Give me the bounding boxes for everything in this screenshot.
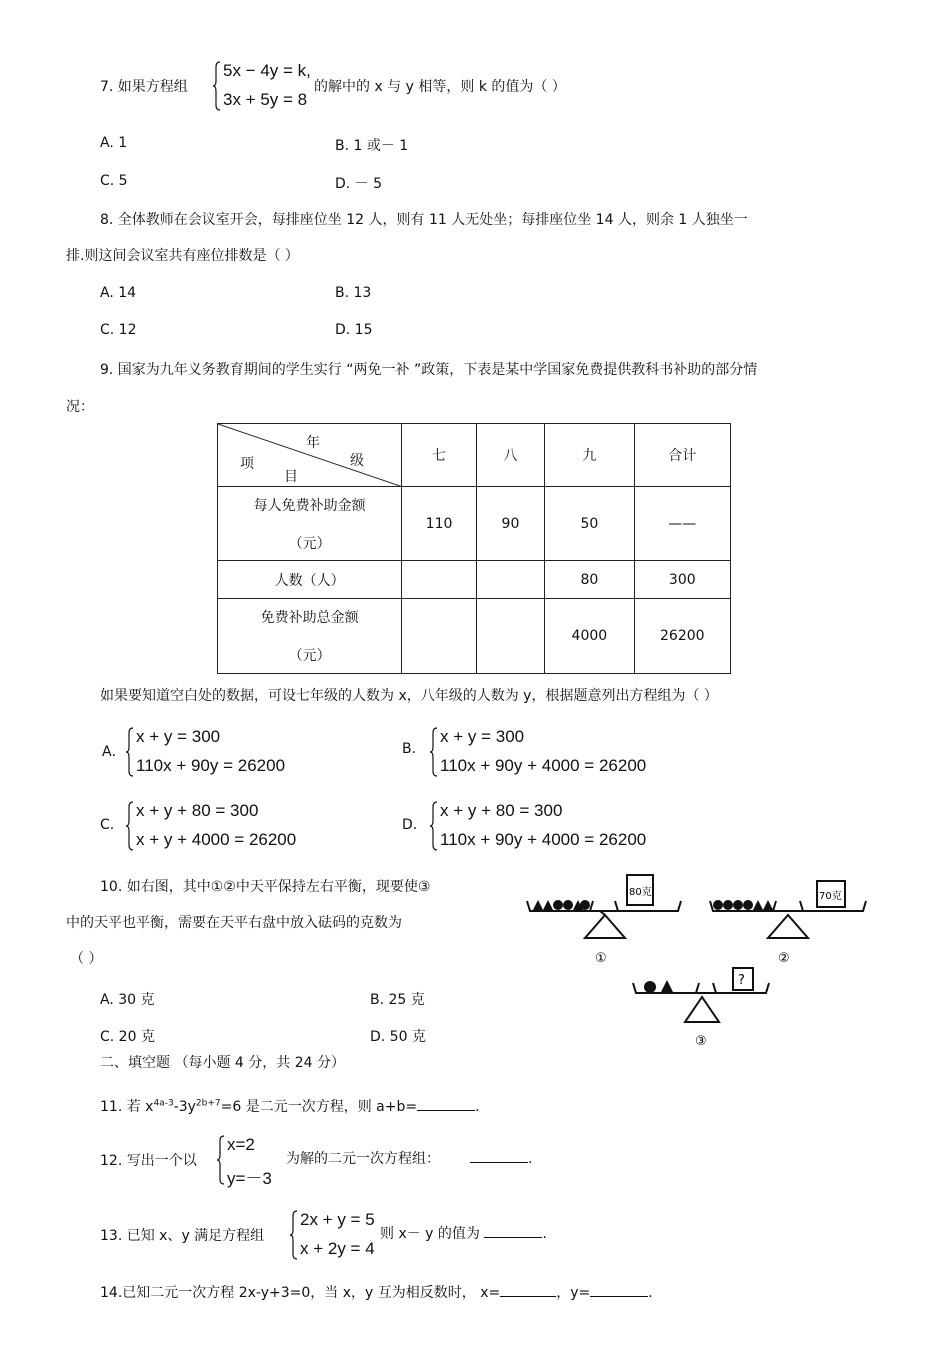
q9-choice-d-eq1: x + y + 80 = 300 [440, 801, 563, 820]
corner-right: 级 [350, 453, 364, 469]
table-cell [476, 599, 544, 674]
corner-left: 项 [240, 456, 254, 472]
q10-option-d: D. 50 克 [370, 1029, 426, 1045]
balance-label-3: ③ [695, 1034, 707, 1049]
balance-scale-2 [710, 881, 866, 966]
brace-icon [126, 801, 134, 851]
table-cell: 80 [545, 561, 634, 599]
corner-top: 年 [306, 435, 320, 451]
q9-choice-b-label: B. [402, 741, 417, 757]
q13-answer-blank[interactable] [484, 1225, 542, 1238]
table-cell: 300 [634, 561, 730, 599]
table-corner-cell [218, 424, 402, 487]
ball-weight-icon [733, 900, 743, 910]
q7-suffix: 的解中的 x 与 y 相等，则 k 的值为（ ） [314, 79, 566, 95]
balance-figure [515, 865, 875, 1050]
balance-label-2: ② [778, 951, 790, 966]
q10-option-b: B. 25 克 [370, 992, 425, 1008]
q9-choice-a-eq2: 110x + 90y = 26200 [136, 756, 286, 775]
table-cell [402, 599, 476, 674]
brace-icon [213, 61, 221, 111]
table-row [218, 561, 731, 599]
q13-end: . [542, 1226, 547, 1242]
ball-weight-icon [743, 900, 753, 910]
q11-suffix: =6 是二元一次方程，则 a+b= [220, 1099, 418, 1115]
q9-stem: 如果要知道空白处的数据，可设七年级的人数为 x，八年级的人数为 y，根据题意列出方程组为（ ） [100, 688, 718, 704]
q12-answer-blank[interactable] [470, 1150, 528, 1163]
brace-icon [430, 801, 438, 851]
header-total: 合计 [634, 424, 730, 487]
subsidy-table [217, 423, 731, 674]
row-label-line2: （元） [288, 648, 331, 664]
table-cell [402, 561, 476, 599]
q13-eq1: 2x + y = 5 [300, 1210, 375, 1229]
q11-prefix: 11. 若 x [100, 1099, 154, 1115]
q14-answer-y-blank[interactable] [590, 1284, 648, 1297]
row-label-line2: （元） [288, 535, 331, 552]
q9-choice-b-eq2: 110x + 90y + 4000 = 26200 [440, 756, 647, 775]
q8-line1: 8. 全体教师在会议室开会，每排座位坐 12 人，则有 11 人无处坐；每排座位坐 14 人，则余 1 人独坐一 [100, 212, 748, 228]
q7-prefix: 7. 如果方程组 [100, 79, 188, 95]
q13-suffix: 则 x－ y 的值为 [380, 1226, 480, 1242]
q7-eq1: 5x − 4y = k, [223, 61, 311, 80]
q14-text: 14.已知二元一次方程 2x-y+3=0，当 x，y 互为相反数时， x= [100, 1285, 501, 1301]
weight-label-3: ? [738, 973, 745, 988]
ball-weight-icon [580, 900, 590, 910]
table-cell: 50 [545, 487, 634, 561]
q9-choice-b-eq1: x + y = 300 [440, 727, 525, 746]
table-cell [476, 561, 544, 599]
row-label [218, 487, 402, 561]
ball-weight-icon [563, 900, 573, 910]
q8-option-d: D. 15 [335, 322, 373, 338]
ball-weight-icon [713, 900, 723, 910]
row-label-line1: 免费补助总金额 [260, 610, 359, 626]
q8-option-a: A. 14 [100, 285, 137, 301]
q11-answer-blank[interactable] [417, 1098, 475, 1111]
ball-weight-icon [553, 900, 563, 910]
weight-label-1: 80克 [629, 887, 652, 898]
q12-blank-wrap [470, 1150, 532, 1167]
q10-line1: 10. 如右图，其中①②中天平保持左右平衡，现要使③ [100, 879, 431, 895]
corner-bottom: 目 [284, 469, 298, 485]
q14-answer-x-blank[interactable] [500, 1284, 556, 1297]
q7-option-d: D. － 5 [335, 176, 383, 192]
q8-option-c: C. 12 [100, 322, 137, 338]
table-header-row [218, 424, 731, 487]
q11-end: . [475, 1099, 480, 1115]
ball-weight-icon [723, 900, 733, 910]
q9-choice-c-label: C. [100, 817, 115, 833]
table-cell: 4000 [545, 599, 634, 674]
q9-choice-d-eq2: 110x + 90y + 4000 = 26200 [440, 830, 647, 849]
q12-suffix: 为解的二元一次方程组： [286, 1151, 440, 1167]
q9-choice-c-eq1: x + y + 80 = 300 [136, 801, 259, 820]
header-grade8: 八 [476, 424, 544, 487]
brace-icon [430, 727, 438, 777]
q9-choice-a-label: A． [102, 744, 126, 760]
weight-label-2: 70克 [819, 891, 842, 902]
brace-icon [290, 1210, 298, 1260]
balance-scale-1 [527, 875, 681, 966]
q14-mid: ，y= [556, 1285, 591, 1301]
q12-end: . [528, 1151, 533, 1167]
q12-eq2: y=－3 [227, 1169, 272, 1188]
q8-line2: 排.则这间会议室共有座位排数是（ ） [66, 248, 299, 264]
header-grade7: 七 [402, 424, 476, 487]
ball-weight-icon [644, 981, 656, 993]
q13-suffix-wrap [380, 1223, 547, 1243]
balance-label-1: ① [595, 951, 607, 966]
triangle-weight-icon [543, 900, 553, 910]
q9-choice-d-label: D. [402, 817, 418, 833]
q10-line3: （ ） [70, 951, 103, 967]
q7-option-c: C. 5 [100, 173, 128, 189]
q10-option-a: A. 30 克 [100, 992, 155, 1008]
row-label: 人数（人） [218, 561, 402, 599]
section-title: 二、填空题 （每小题 4 分，共 24 分） [100, 1055, 345, 1071]
q13-eq2: x + 2y = 4 [300, 1239, 375, 1258]
table-cell: 26200 [634, 599, 730, 674]
triangle-weight-icon [753, 900, 763, 910]
table-row [218, 599, 731, 674]
header-grade9: 九 [545, 424, 634, 487]
q7-option-b: B. 1 或－ 1 [335, 138, 409, 154]
row-label-line1: 每人免费补助金额 [253, 497, 366, 514]
q11-exp2: 2b+7 [195, 1098, 221, 1109]
q8-option-b: B. 13 [335, 285, 372, 301]
triangle-weight-icon [763, 900, 773, 910]
table-cell: —— [634, 487, 730, 561]
table-cell: 90 [476, 487, 544, 561]
q14-end: . [648, 1285, 653, 1301]
table-cell: 110 [402, 487, 476, 561]
q7-option-a: A. 1 [100, 135, 128, 151]
q13-prefix: 13. 已知 x、y 满足方程组 [100, 1228, 265, 1244]
brace-icon [126, 727, 134, 777]
q11-mid: -3y [173, 1099, 196, 1115]
table-row [218, 487, 731, 561]
q10-line2: 中的天平也平衡，需要在天平右盘中放入砝码的克数为 [66, 915, 402, 931]
q9-choice-a-eq1: x + y = 300 [136, 727, 221, 746]
q12-eq1: x=2 [227, 1135, 255, 1154]
row-label [218, 599, 402, 674]
triangle-weight-icon [661, 980, 673, 992]
q11 [100, 1096, 480, 1116]
triangle-weight-icon [533, 900, 543, 910]
q12-prefix: 12. 写出一个以 [100, 1153, 197, 1169]
q10-option-c: C. 20 克 [100, 1029, 155, 1045]
balance-scale-3 [633, 968, 769, 1049]
q9-line2: 况： [66, 399, 94, 415]
q9-choice-c-eq2: x + y + 4000 = 26200 [136, 830, 297, 849]
q9-line1: 9. 国家为九年义务教育期间的学生实行 “两免一补 ”政策，下表是某中学国家免费提供教科书补助的部分情 [100, 362, 758, 378]
brace-icon [217, 1135, 225, 1185]
q7-eq2: 3x + 5y = 8 [223, 90, 308, 109]
q14 [100, 1282, 653, 1302]
q11-exp1: 4a-3 [153, 1098, 174, 1109]
